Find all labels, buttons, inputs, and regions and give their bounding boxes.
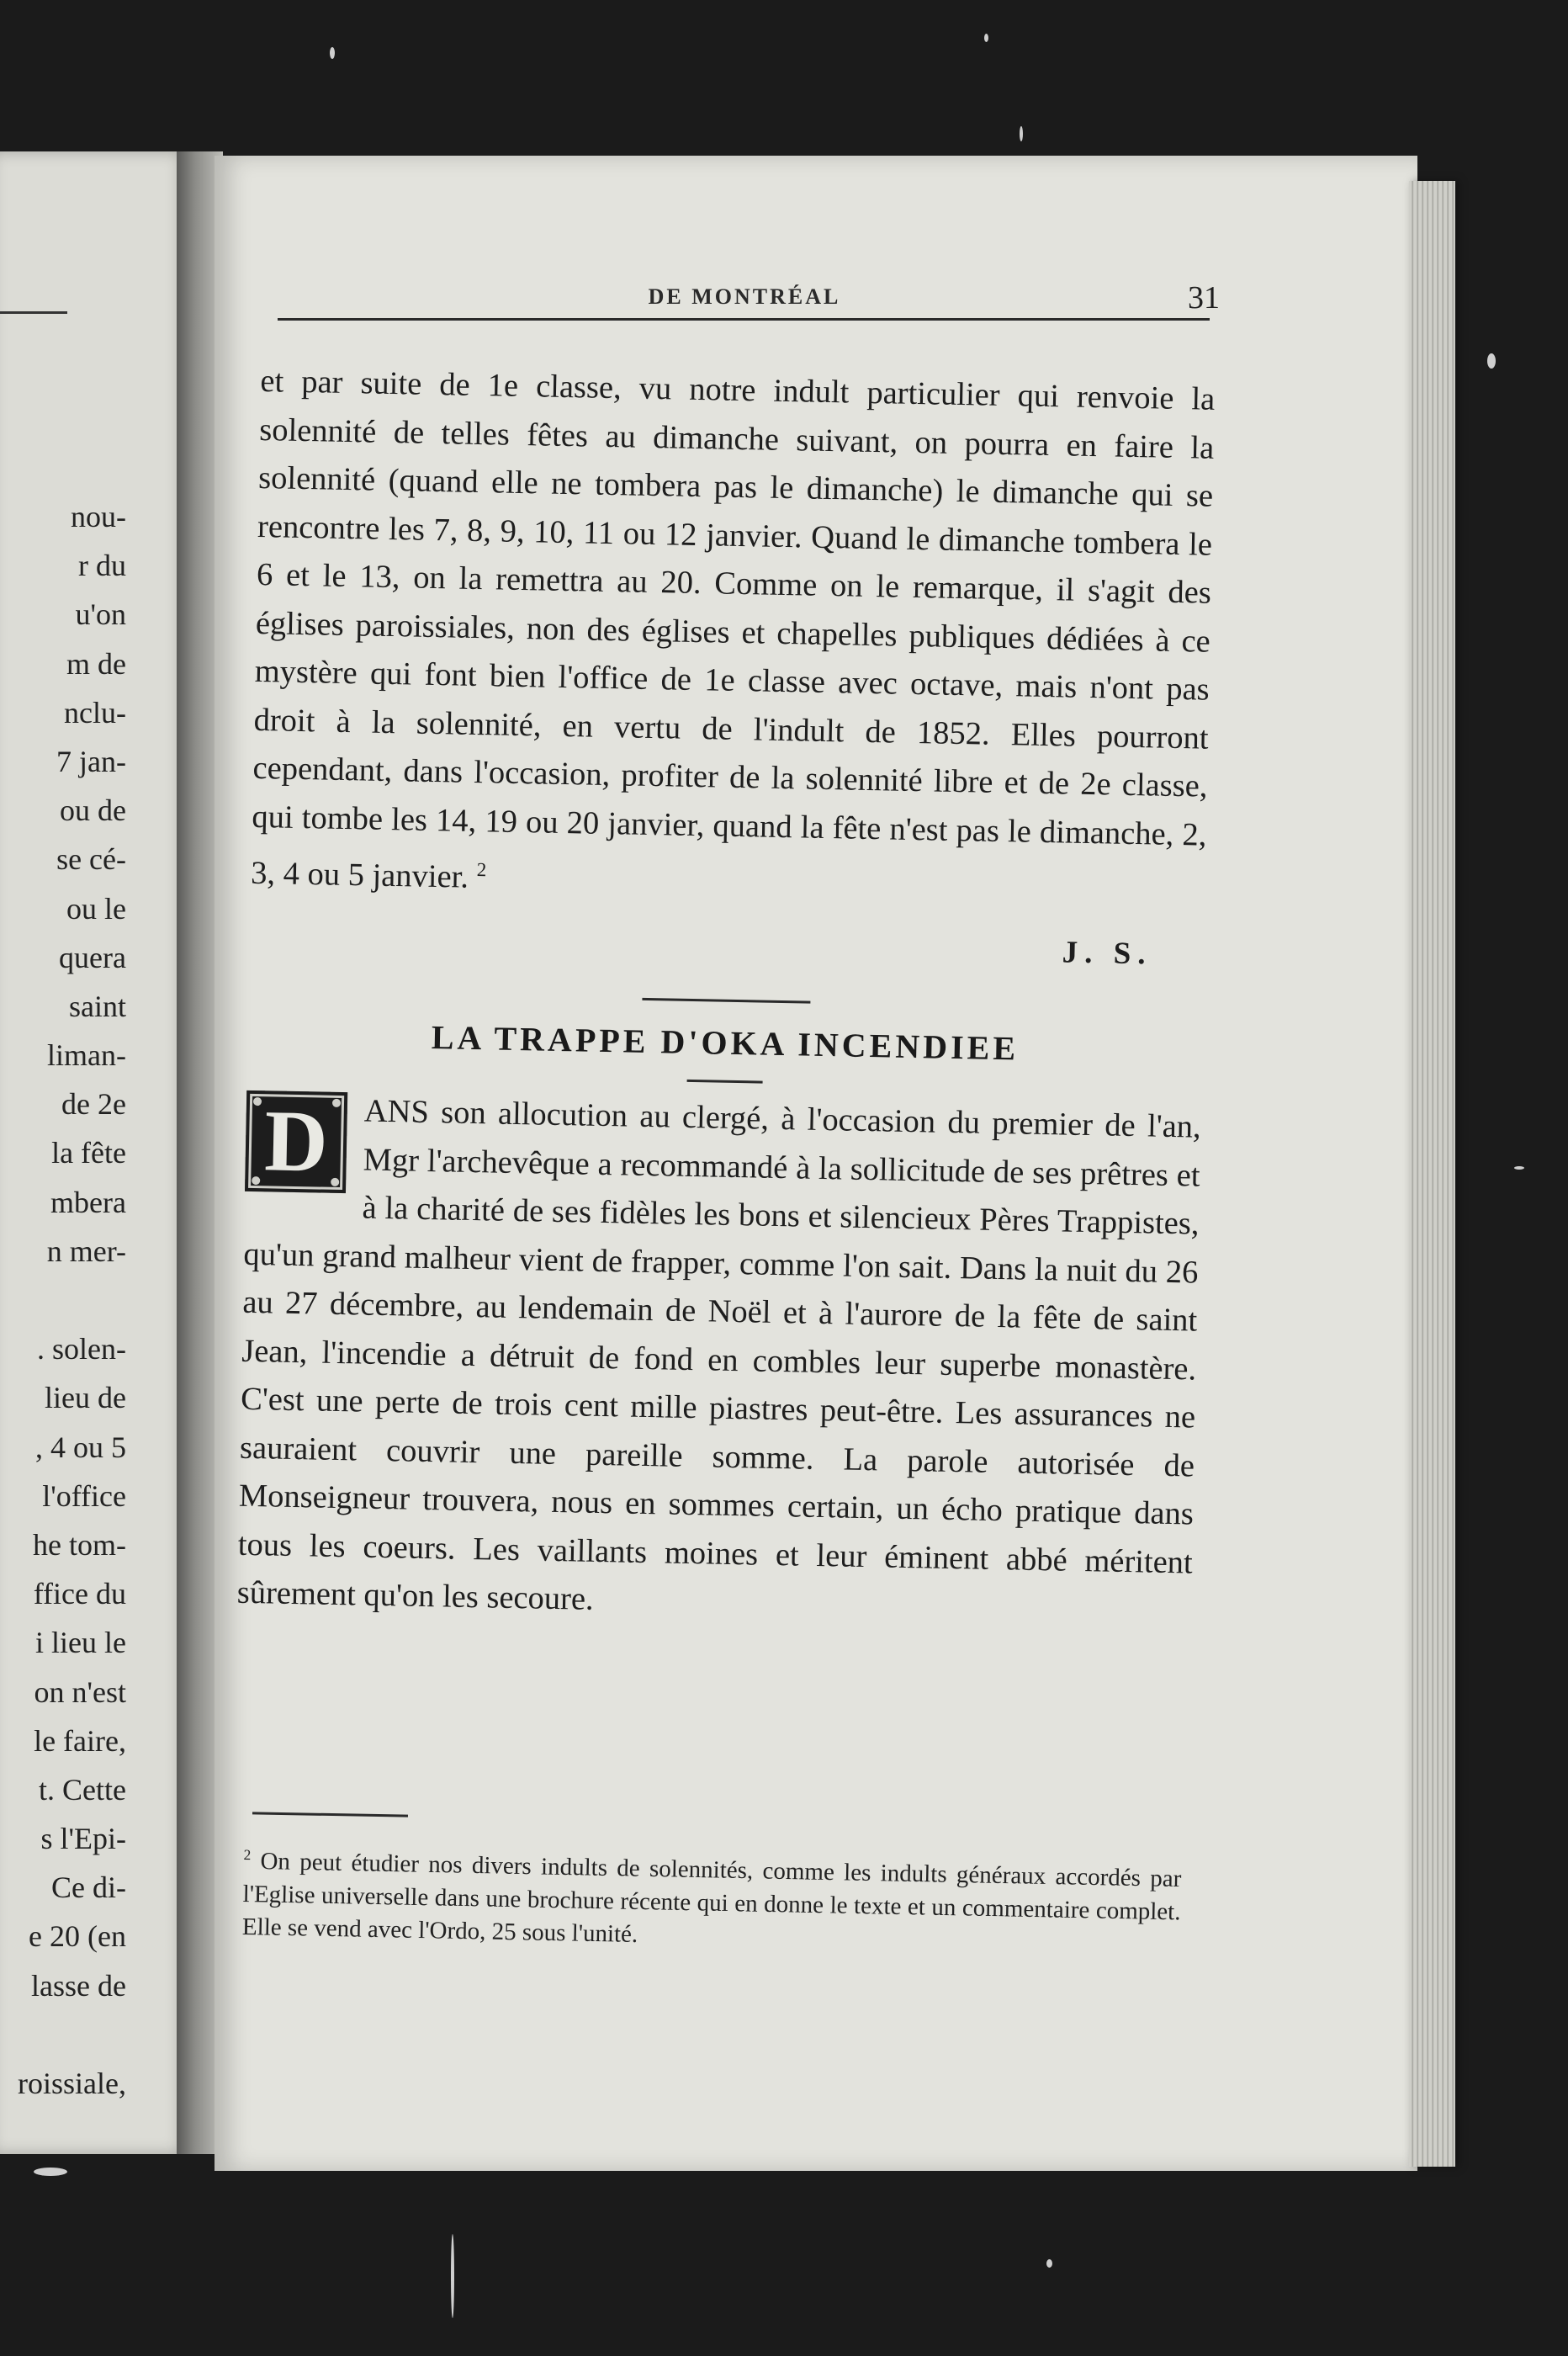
previous-page-line: roissiale,	[18, 2067, 126, 2100]
previous-page-line: lasse de	[31, 1968, 126, 2003]
ornament-dot	[332, 1099, 341, 1107]
previous-page-rule	[0, 311, 67, 314]
dust-speck	[1020, 126, 1023, 141]
previous-page-text	[0, 492, 126, 2108]
dust-speck	[1487, 353, 1496, 369]
previous-page-line: lieu de	[45, 1381, 126, 1415]
previous-page-line: i lieu le	[35, 1626, 126, 1660]
dust-speck	[451, 2234, 454, 2318]
previous-page-line: liman-	[47, 1038, 126, 1073]
ornamental-drop-cap	[245, 1090, 347, 1193]
previous-page-line: 7 jan-	[56, 744, 126, 778]
previous-page-line: t. Cette	[39, 1772, 126, 1807]
previous-page-line: le faire,	[34, 1723, 126, 1758]
footnote-reference: 2	[476, 858, 487, 881]
dust-speck	[330, 47, 335, 59]
previous-page-line: Ce di-	[51, 1870, 126, 1905]
previous-page-line: . solen-	[37, 1332, 126, 1366]
previous-page-line: s l'Epi-	[40, 1822, 126, 1856]
footnote-text: On peut étudier nos divers indults de solennités, comme les indults généraux accordés par l'Eglise universelle dans une brochure récente qui en donne le texte et un commentaire complet. Elle se vend avec l'Ordo, 25 sous l'unité.	[241, 1848, 1182, 1948]
previous-page-line: he tom-	[33, 1527, 126, 1562]
previous-page-line: r du	[78, 549, 126, 583]
signature: J. S.	[1062, 935, 1152, 972]
previous-page-line	[0, 1276, 126, 1324]
previous-page-line	[0, 2010, 126, 2059]
page-edges	[1409, 181, 1455, 2167]
previous-page-line: u'on	[75, 597, 126, 632]
article-text: ANS son allocution au clergé, à l'occasion du premier de l'an, Mgr l'archevêque a recommandé à la sollicitude de ses prêtres et à la charité de ses fidèles les bons et silencieux Pères Trappistes, qu'un grand malheur vient de frapper, comme l'on sait. Dans la nuit du 26 au 27 décembre, au lendemain de Noël et à l'aurore de la fête de saint Jean, l'incendie a détruit de fond en combles leur superbe monastère. C'est une perte de trois cent mille piastres peut-être. Les assurances ne sauraient couvrir une pareille somme. La parole autorisée de Monseigneur trouvera, nous en sommes certain, un écho pratique dans tous les coeurs. Les vaillants moines et leur éminent abbé méritent sûrement qu'on les secoure.	[236, 1093, 1202, 1618]
previous-page-line: on n'est	[34, 1674, 126, 1709]
previous-page-line: se cé-	[56, 842, 126, 877]
running-head-rule	[278, 318, 1210, 321]
ornament-dot	[253, 1097, 262, 1106]
previous-page-line: ou de	[60, 793, 126, 828]
article-headline: LA TRAPPE D'OKA INCENDIEE	[431, 1017, 1020, 1068]
previous-page-line: mbera	[50, 1185, 126, 1219]
dust-speck	[1514, 1166, 1524, 1170]
footnote	[242, 1839, 1182, 1961]
previous-page-line: nclu-	[64, 695, 126, 730]
previous-page-line: ffice du	[33, 1577, 126, 1611]
drop-cap-letter: D	[263, 1092, 329, 1191]
article-body	[236, 1085, 1201, 1636]
previous-page	[0, 151, 189, 2154]
page-number: 31	[1188, 280, 1220, 316]
previous-page-line: saint	[69, 989, 126, 1023]
running-head-title: DE MONTRÉAL	[648, 284, 841, 309]
previous-page-line: l'office	[42, 1478, 126, 1513]
previous-page-line: ou le	[66, 891, 126, 926]
page-body	[236, 358, 1216, 1636]
previous-page-line: m de	[66, 646, 126, 681]
dust-speck	[1046, 2259, 1052, 2268]
paragraph-continued	[251, 358, 1216, 916]
ornament-dot	[331, 1178, 339, 1186]
previous-page-line: de 2e	[61, 1087, 126, 1122]
ornament-dot	[252, 1176, 260, 1185]
previous-page-line: quera	[59, 940, 126, 974]
previous-page-line: e 20 (en	[29, 1919, 126, 1954]
footnote-marker: 2	[243, 1845, 252, 1864]
previous-page-line: n mer-	[46, 1234, 126, 1268]
dust-speck	[984, 34, 988, 42]
section-separator	[642, 998, 810, 1004]
previous-page-line: la fête	[51, 1136, 126, 1170]
headline-rule	[686, 1080, 762, 1084]
running-head	[278, 279, 1220, 321]
paragraph-text: et par suite de 1e classe, vu notre indult particulier qui renvoie la solennité de telles fêtes au dimanche suivant, on pourra en faire la solennité (quand elle ne tombera pas le dimanche) le dimanche qui se rencontre les 7, 8, 9, 10, 11 ou 12 janvier. Quand le dimanche tombera le 6 et le 13, on la remettra au 20. Comme on le remarque, il s'agit des églises paroissiales, non des églises et chapelles publiques dédiées à ce mystère qui font bien l'office de 1e classe avec octave, mais n'ont pas droit à la solennité, en vertu de l'indult de 1852. Elles pourront cependant, dans l'occasion, profiter de la solennité libre et de 2e classe, qui tombe les 14, 19 ou 20 janvier, quand la fête n'est pas le dimanche, 2, 3, 4 ou 5 janvier.	[250, 363, 1216, 895]
previous-page-line: nou-	[71, 500, 126, 533]
dust-speck	[34, 2168, 67, 2176]
previous-page-line: , 4 ou 5	[35, 1430, 126, 1464]
